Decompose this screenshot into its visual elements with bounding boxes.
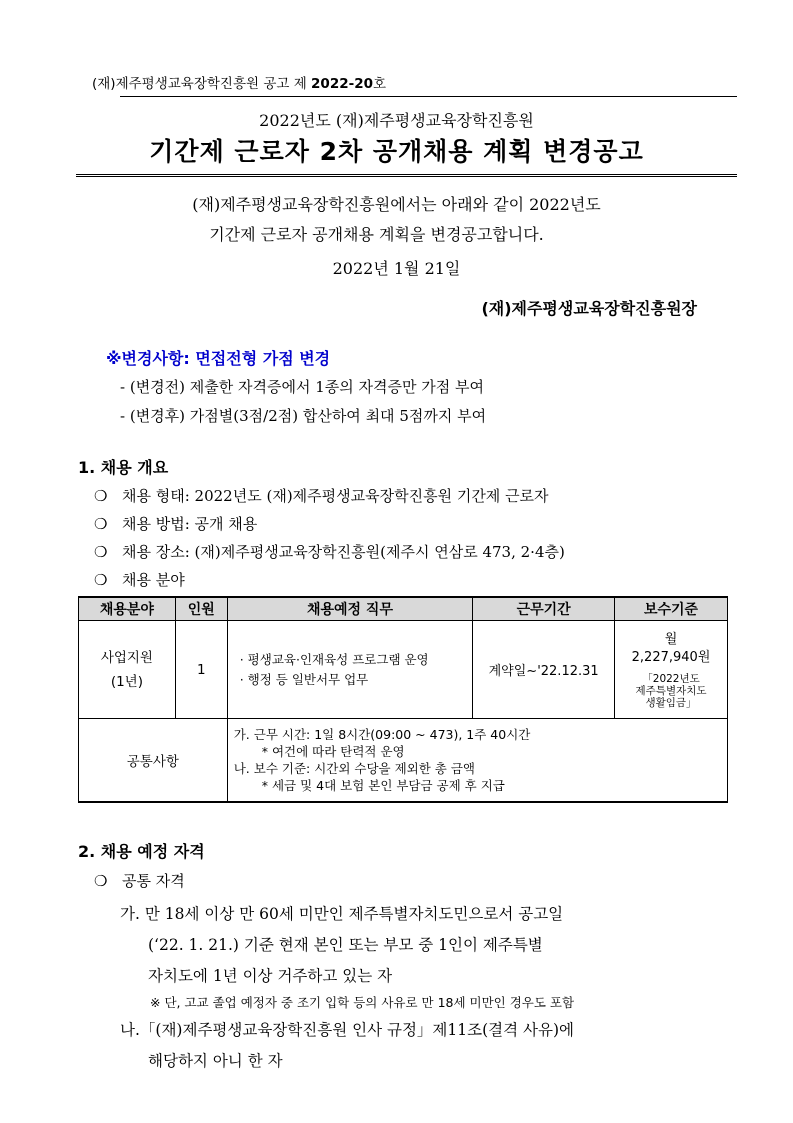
- circle-bullet-icon: ❍: [94, 872, 108, 890]
- common-label-cell: 공통사항: [79, 719, 228, 803]
- qualification-na: 나.「(재)제주평생교육장학진흥원 인사 규정」제11조(결격 사유)에 해당하지 아니 한 자: [120, 1021, 574, 1070]
- pay-cell: 월 2,227,940원 「2022년도 제주특별자치도 생활임금」: [615, 621, 728, 719]
- list-item: ❍ 공통 자격: [94, 872, 185, 890]
- intro-line-1: (재)제주평생교육장학진흥원에서는 아래와 같이 2022년도: [192, 195, 601, 214]
- circle-bullet-icon: ❍: [94, 571, 108, 589]
- header-divider: [120, 96, 737, 97]
- column-header: 근무기간: [473, 597, 615, 621]
- change-after: - (변경후) 가점별(3점/2점) 합산하여 최대 5점까지 부여: [120, 407, 487, 425]
- duty-cell: · 평생교육·인재육성 프로그램 운영 · 행정 등 일반서무 업무: [227, 621, 473, 719]
- column-header: 보수기준: [615, 597, 728, 621]
- title-divider: [76, 174, 737, 177]
- document-subtitle: 2022년도 (재)제주평생교육장학진흥원: [259, 111, 534, 130]
- qualification-note: ※ 단, 고교 졸업 예정자 중 조기 입학 등의 사유로 만 18세 미만인 경우도 포함: [150, 995, 575, 1010]
- circle-bullet-icon: ❍: [94, 487, 108, 505]
- notice-date: 2022년 1월 21일: [332, 259, 461, 278]
- list-item: ❍ 채용 형태: 2022년도 (재)제주평생교육장학진흥원 기간제 근로자: [94, 487, 549, 505]
- period-cell: 계약일~'22.12.31: [473, 621, 615, 719]
- list-item: ❍ 채용 장소: (재)제주평생교육장학진흥원(제주시 연삼로 473, 2·4층): [94, 543, 565, 561]
- circle-bullet-icon: ❍: [94, 543, 108, 561]
- section-1-heading: 1. 채용 개요: [78, 458, 169, 477]
- column-header: 인원: [175, 597, 227, 621]
- section-2-heading: 2. 채용 예정 자격: [78, 842, 205, 861]
- recruitment-table: [78, 596, 728, 803]
- table-row: [79, 621, 728, 719]
- list-item: ❍ 채용 분야: [94, 571, 185, 589]
- table-row: [79, 719, 728, 803]
- qualification-ga: 가. 만 18세 이상 만 60세 미만인 제주특별자치도민으로서 공고일 (‘22. 1. 21.) 기준 현재 본인 또는 부모 중 1인이 제주특별 자치도에 1년 이상 거주하고 있는 자: [120, 905, 564, 985]
- list-item: ❍ 채용 방법: 공개 채용: [94, 515, 258, 533]
- field-cell: 사업지원 (1년): [79, 621, 176, 719]
- document-title: 기간제 근로자 2차 공개채용 계획 변경공고: [149, 137, 644, 166]
- circle-bullet-icon: ❍: [94, 515, 108, 533]
- intro-line-2: 기간제 근로자 공개채용 계획을 변경공고합니다.: [209, 225, 544, 244]
- count-cell: 1: [175, 621, 227, 719]
- change-before: - (변경전) 제출한 자격증에서 1종의 자격증만 가점 부여: [120, 378, 484, 396]
- column-header: 채용분야: [79, 597, 176, 621]
- common-body-cell: 가. 근무 시간: 1일 8시간(09:00 ~ 473), 1주 40시간 * 여건에 따라 탄력적 운영 나. 보수 기준: 시간외 수당을 제외한 총 금액 * 세금 및 4대 보험 본인 부담금 공제 후 지급: [227, 719, 727, 803]
- notice-number: (재)제주평생교육장학진흥원 공고 제 2022-20호: [92, 76, 387, 92]
- table-header-row: [79, 597, 728, 621]
- signer: (재)제주평생교육장학진흥원장: [481, 299, 697, 318]
- change-heading: ※변경사항: 면접전형 가점 변경: [106, 349, 331, 368]
- column-header: 채용예정 직무: [227, 597, 473, 621]
